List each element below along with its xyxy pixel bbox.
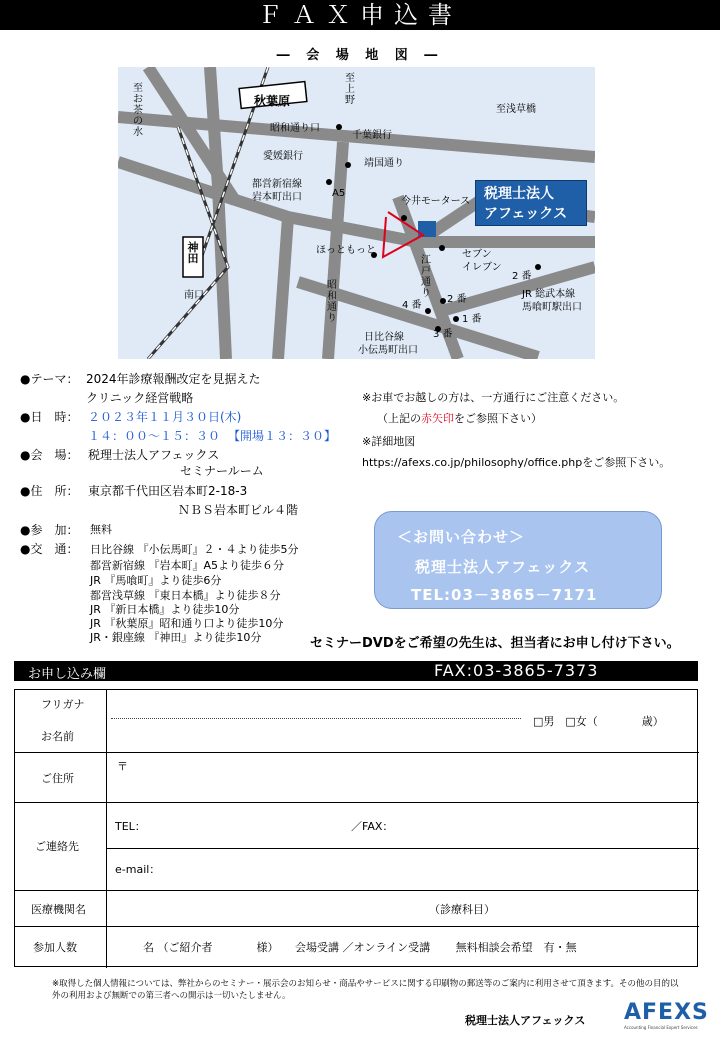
page-title: ＦＡＸ申込書	[0, 0, 720, 30]
label-toei-line: 都営新宿線	[252, 179, 302, 190]
venue-line1: 税理士法人アフェックス	[88, 448, 220, 462]
label-asakusabashi: 至浅草橋	[496, 104, 536, 115]
red-arrow-text: 赤矢印	[421, 412, 454, 425]
company-callout-line2: アフェックス	[484, 206, 568, 222]
form-fax-number: FAX:03-3865-7373	[434, 661, 599, 680]
access-line: JR 『秋葉原』昭和通り口より徒歩10分	[90, 617, 284, 630]
contact-name: 税理士法人アフェックス	[415, 558, 591, 576]
venue-line2: セミナールーム	[180, 464, 264, 478]
form-header-bar	[14, 661, 698, 681]
afexs-logo	[624, 1000, 708, 1034]
label-seven-1: セブン	[462, 249, 492, 260]
furigana-field[interactable]	[111, 718, 521, 719]
open-time: 【開場１３：３０】	[228, 429, 337, 443]
participants-field[interactable]: 名 （ご紹介者 様） 会場受講 ／オンライン受講 無料相談会希望 有・無	[143, 941, 577, 954]
label-imai: 今井モータース	[401, 196, 471, 207]
address-label: ●住 所：	[20, 484, 79, 498]
contact-field-label: ご連絡先	[35, 840, 79, 853]
label-chiba-bank: 千葉銀行	[352, 130, 392, 141]
access-line: 日比谷線 『小伝馬町』２・４より徒歩5分	[90, 543, 299, 556]
participants-label: 参加人数	[33, 941, 77, 954]
car-note: ※お車でお越しの方は、一方通行にご注意ください。	[362, 391, 625, 404]
label-jr-line-1: JR 総武本線	[522, 289, 576, 300]
label-hotto: ほっともっと	[316, 245, 376, 256]
label-exit1: 1 番	[462, 314, 482, 325]
company-callout	[475, 180, 587, 226]
access-line: JR 『新日本橋』より徒歩10分	[90, 603, 240, 616]
application-form	[14, 689, 698, 967]
label-exit2-right: 2 番	[512, 271, 532, 282]
company-callout-line1: 税理士法人	[484, 186, 554, 202]
label-hibiya-2: 小伝馬町出口	[358, 345, 418, 356]
label-hibiya-1: 日比谷線	[364, 332, 404, 343]
map-heading: ― 会 場 地 図 ―	[276, 48, 444, 63]
clinic-label: 医療機関名	[31, 903, 86, 916]
label-ehime-bank: 愛媛銀行	[263, 151, 303, 162]
label-showa-exit: 昭和通り口	[270, 123, 320, 134]
privacy-note: ※取得した個人情報については、弊社からのセミナー・展示会のお知らせ・商品やサービスに関する印刷物の郵送等のご案内に利用させて頂きます。その他の目的以外の利用および無断での第三者への開示は一切いたしません。	[52, 979, 679, 1001]
label-akihabara: 秋葉原	[254, 94, 291, 108]
label-exit4: 4 番	[402, 300, 422, 311]
access-line: JR・銀座線 『神田』より徒歩10分	[90, 631, 262, 644]
label-ueno: 至上野	[345, 73, 355, 106]
name-label: お名前	[41, 730, 74, 743]
label-ochanomizu: 至お茶の水	[133, 83, 143, 138]
label-yasukuni: 靖国通り	[364, 158, 404, 169]
label-exit2: 2 番	[447, 294, 467, 305]
logo-text: AFEXS	[624, 1000, 709, 1025]
email-field[interactable]: e-mail：	[115, 863, 161, 876]
footer-company-name: 税理士法人アフェックス	[465, 1014, 586, 1027]
label-a5: A5	[332, 188, 346, 199]
fax-field[interactable]: ／FAX：	[351, 820, 394, 833]
label-seven-2: イレブン	[462, 262, 502, 273]
detail-url[interactable]: https://afexs.co.jp/philosophy/office.phpをご参照下さい。	[362, 456, 671, 469]
contact-box	[374, 511, 662, 609]
time-value: １４：００～１５：３０	[88, 429, 221, 443]
dvd-note: セミナーDVDをご希望の先生は、担当者にお申し付け下さい。	[310, 636, 680, 651]
logo-subtext: Accounting Financial Expert Services	[624, 1025, 698, 1030]
access-label: ●交 通：	[20, 542, 79, 556]
access-line: 都営新宿線 『岩本町』A5より徒歩６分	[90, 559, 285, 572]
furigana-label: フリガナ	[41, 698, 85, 711]
department-field[interactable]: （診療科目）	[429, 903, 495, 916]
postal-mark[interactable]: 〒	[117, 760, 128, 773]
address-field-label: ご住所	[41, 772, 74, 785]
theme-label: ●テーマ：	[20, 372, 79, 386]
form-header-label: お申し込み欄	[28, 667, 107, 682]
label-showa-dori: 昭和通り	[327, 280, 337, 324]
address-line2: ＮＢＳ岩本町ビル４階	[178, 503, 299, 517]
theme-line1: 2024年診療報酬改定を見据えた	[86, 372, 261, 386]
date-label: ●日 時：	[20, 410, 79, 424]
label-edo-dori: 江戸通り	[421, 255, 431, 299]
label-exit3: 3 番	[433, 329, 453, 340]
label-kanda: 神田	[187, 241, 199, 265]
access-line: JR 『馬喰町』より徒歩6分	[90, 574, 222, 587]
road-center	[278, 217, 288, 359]
label-iwamotocho: 岩本町出口	[252, 192, 302, 203]
address-line1: 東京都千代田区岩本町2-18-3	[88, 484, 248, 498]
label-minamiguchi: 南口	[184, 290, 204, 301]
tel-field[interactable]: TEL：	[115, 820, 146, 833]
venue-label: ●会 場：	[20, 448, 79, 462]
arrow-note: （上記の赤矢印をご参照下さい）	[377, 412, 542, 425]
contact-tel: TEL:03－3865－7171	[411, 586, 598, 604]
fee-label: ●参 加：	[20, 523, 79, 537]
label-jr-line-2: 馬喰町駅出口	[522, 302, 582, 313]
date-value: ２０２３年１１月３０日(木)	[88, 410, 242, 424]
contact-heading: ＜お問い合わせ＞	[397, 528, 526, 546]
detail-map-note: ※詳細地図	[362, 435, 416, 448]
access-line: 都営浅草線 『東日本橋』より徒歩８分	[90, 589, 281, 602]
gender-age-field[interactable]: □男 □女（ 歳）	[533, 715, 664, 728]
theme-line2: クリニック経営戦略	[86, 391, 194, 405]
fee-value: 無料	[90, 523, 112, 536]
